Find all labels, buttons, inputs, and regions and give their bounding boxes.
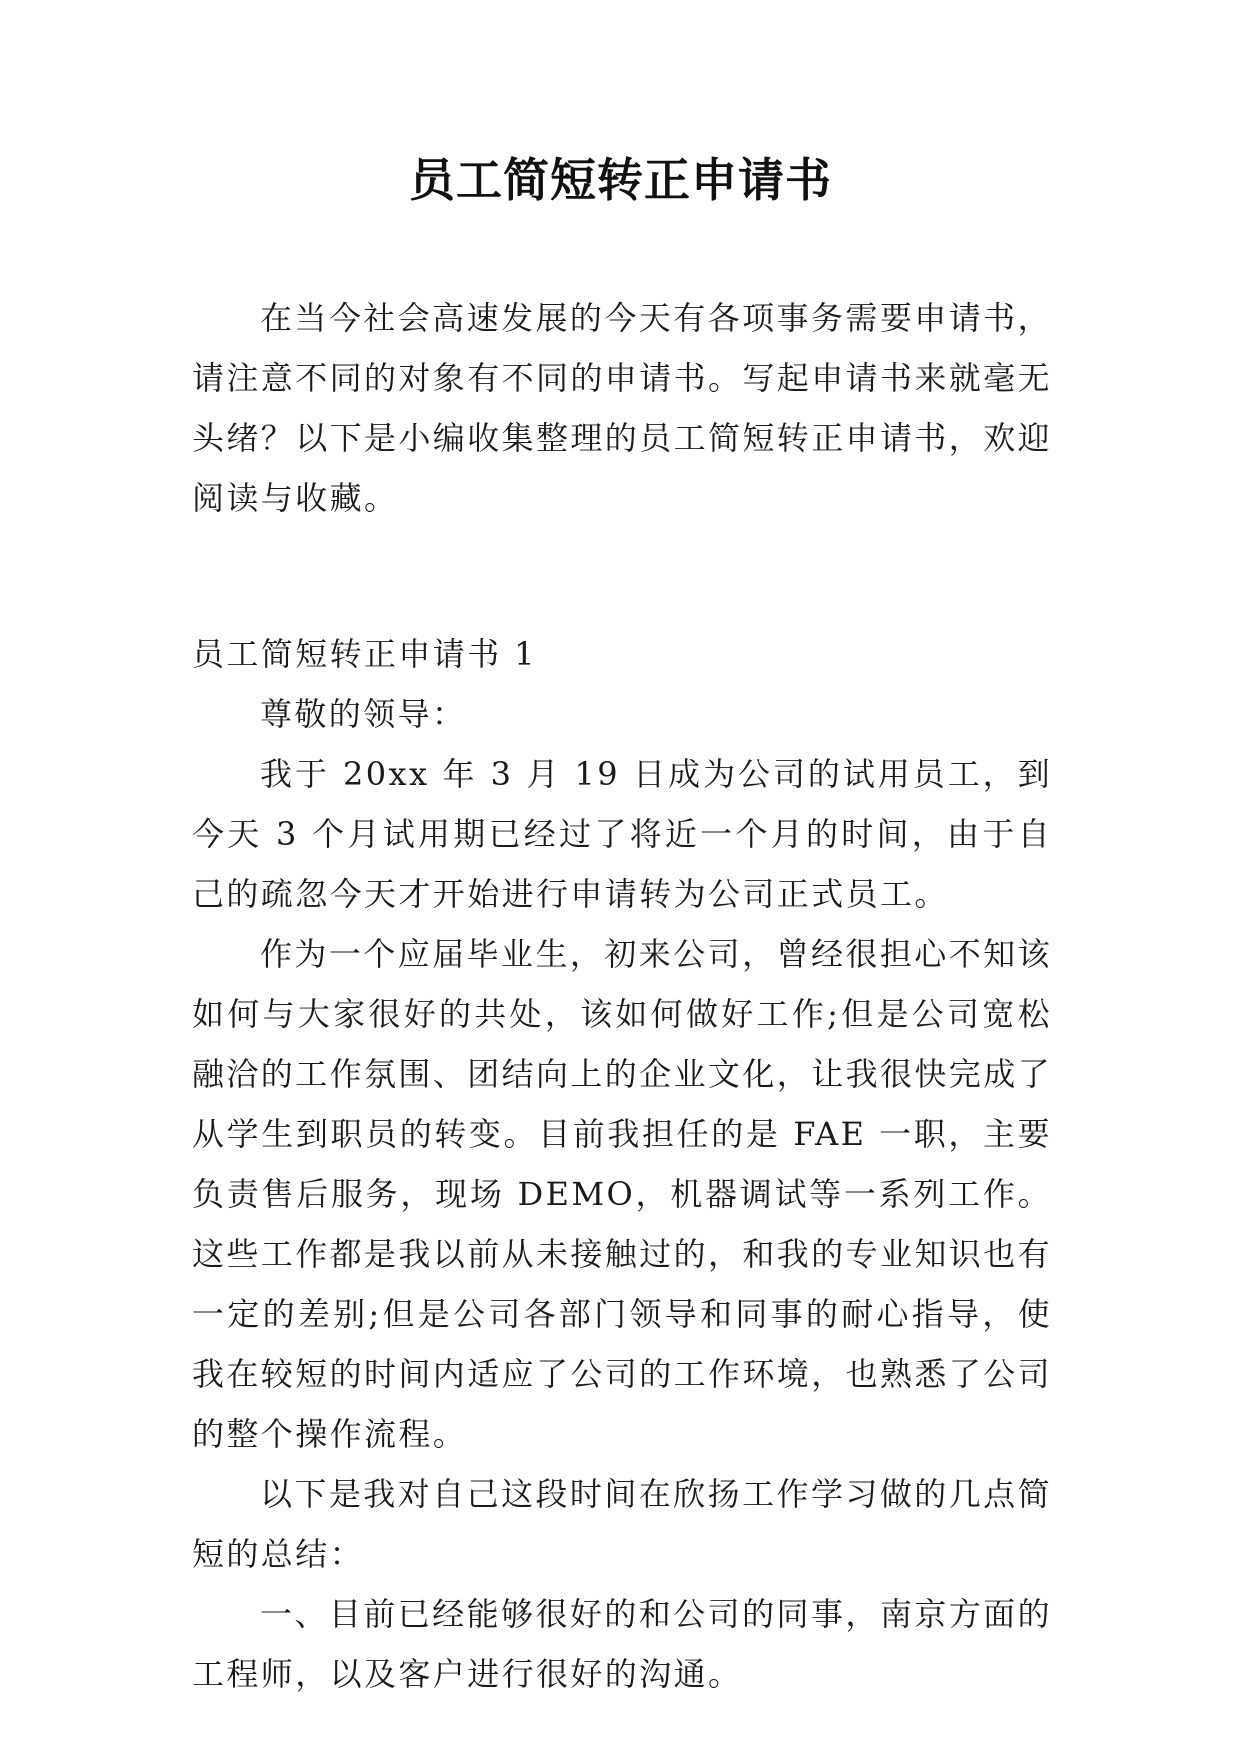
body-paragraph-4: 一、目前已经能够很好的和公司的同事，南京方面的工程师，以及客户进行很好的沟通。 [192,1595,1052,1693]
intro-paragraph: 在当今社会高速发展的今天有各项事务需要申请书，请注意不同的对象有不同的申请书。写起申请书来就毫无头绪？以下是小编收集整理的员工简短转正申请书，欢迎阅读与收藏。 [192,299,1053,517]
section-spacer [192,528,1052,624]
body-paragraph-2: 作为一个应届毕业生，初来公司，曾经很担心不知该如何与大家很好的共处，该如何做好工作;但是公司宽松融洽的工作氛围、团结向上的企业文化，让我很快完成了从学生到职员的转变。目前我担任的是 FAE 一职，主要负责售后服务，现场 DEMO，机器调试等一系列工作。这些工作都是我以前从未接触过的，和我的专业知识也有一定的差别;但是公司各部门领导和同事的耐心指导，使我在较短的时间内适应了公司的工作环境，也熟悉了公司的整个操作流程。 [192,935,1053,1453]
salutation: 尊敬的领导： [260,695,467,733]
section-heading: 员工简短转正申请书 1 [192,635,537,673]
document-body [192,288,1052,1704]
document-title: 员工简短转正申请书 [409,153,832,207]
body-paragraph-1: 我于 20xx 年 3 月 19 日成为公司的试用员工，到今天 3 个月试用期已经过了将近一个月的时间，由于自己的疏忽今天才开始进行申请转为公司正式员工。 [192,755,1052,913]
body-paragraph-3: 以下是我对自己这段时间在欣扬工作学习做的几点简短的总结： [192,1475,1052,1573]
